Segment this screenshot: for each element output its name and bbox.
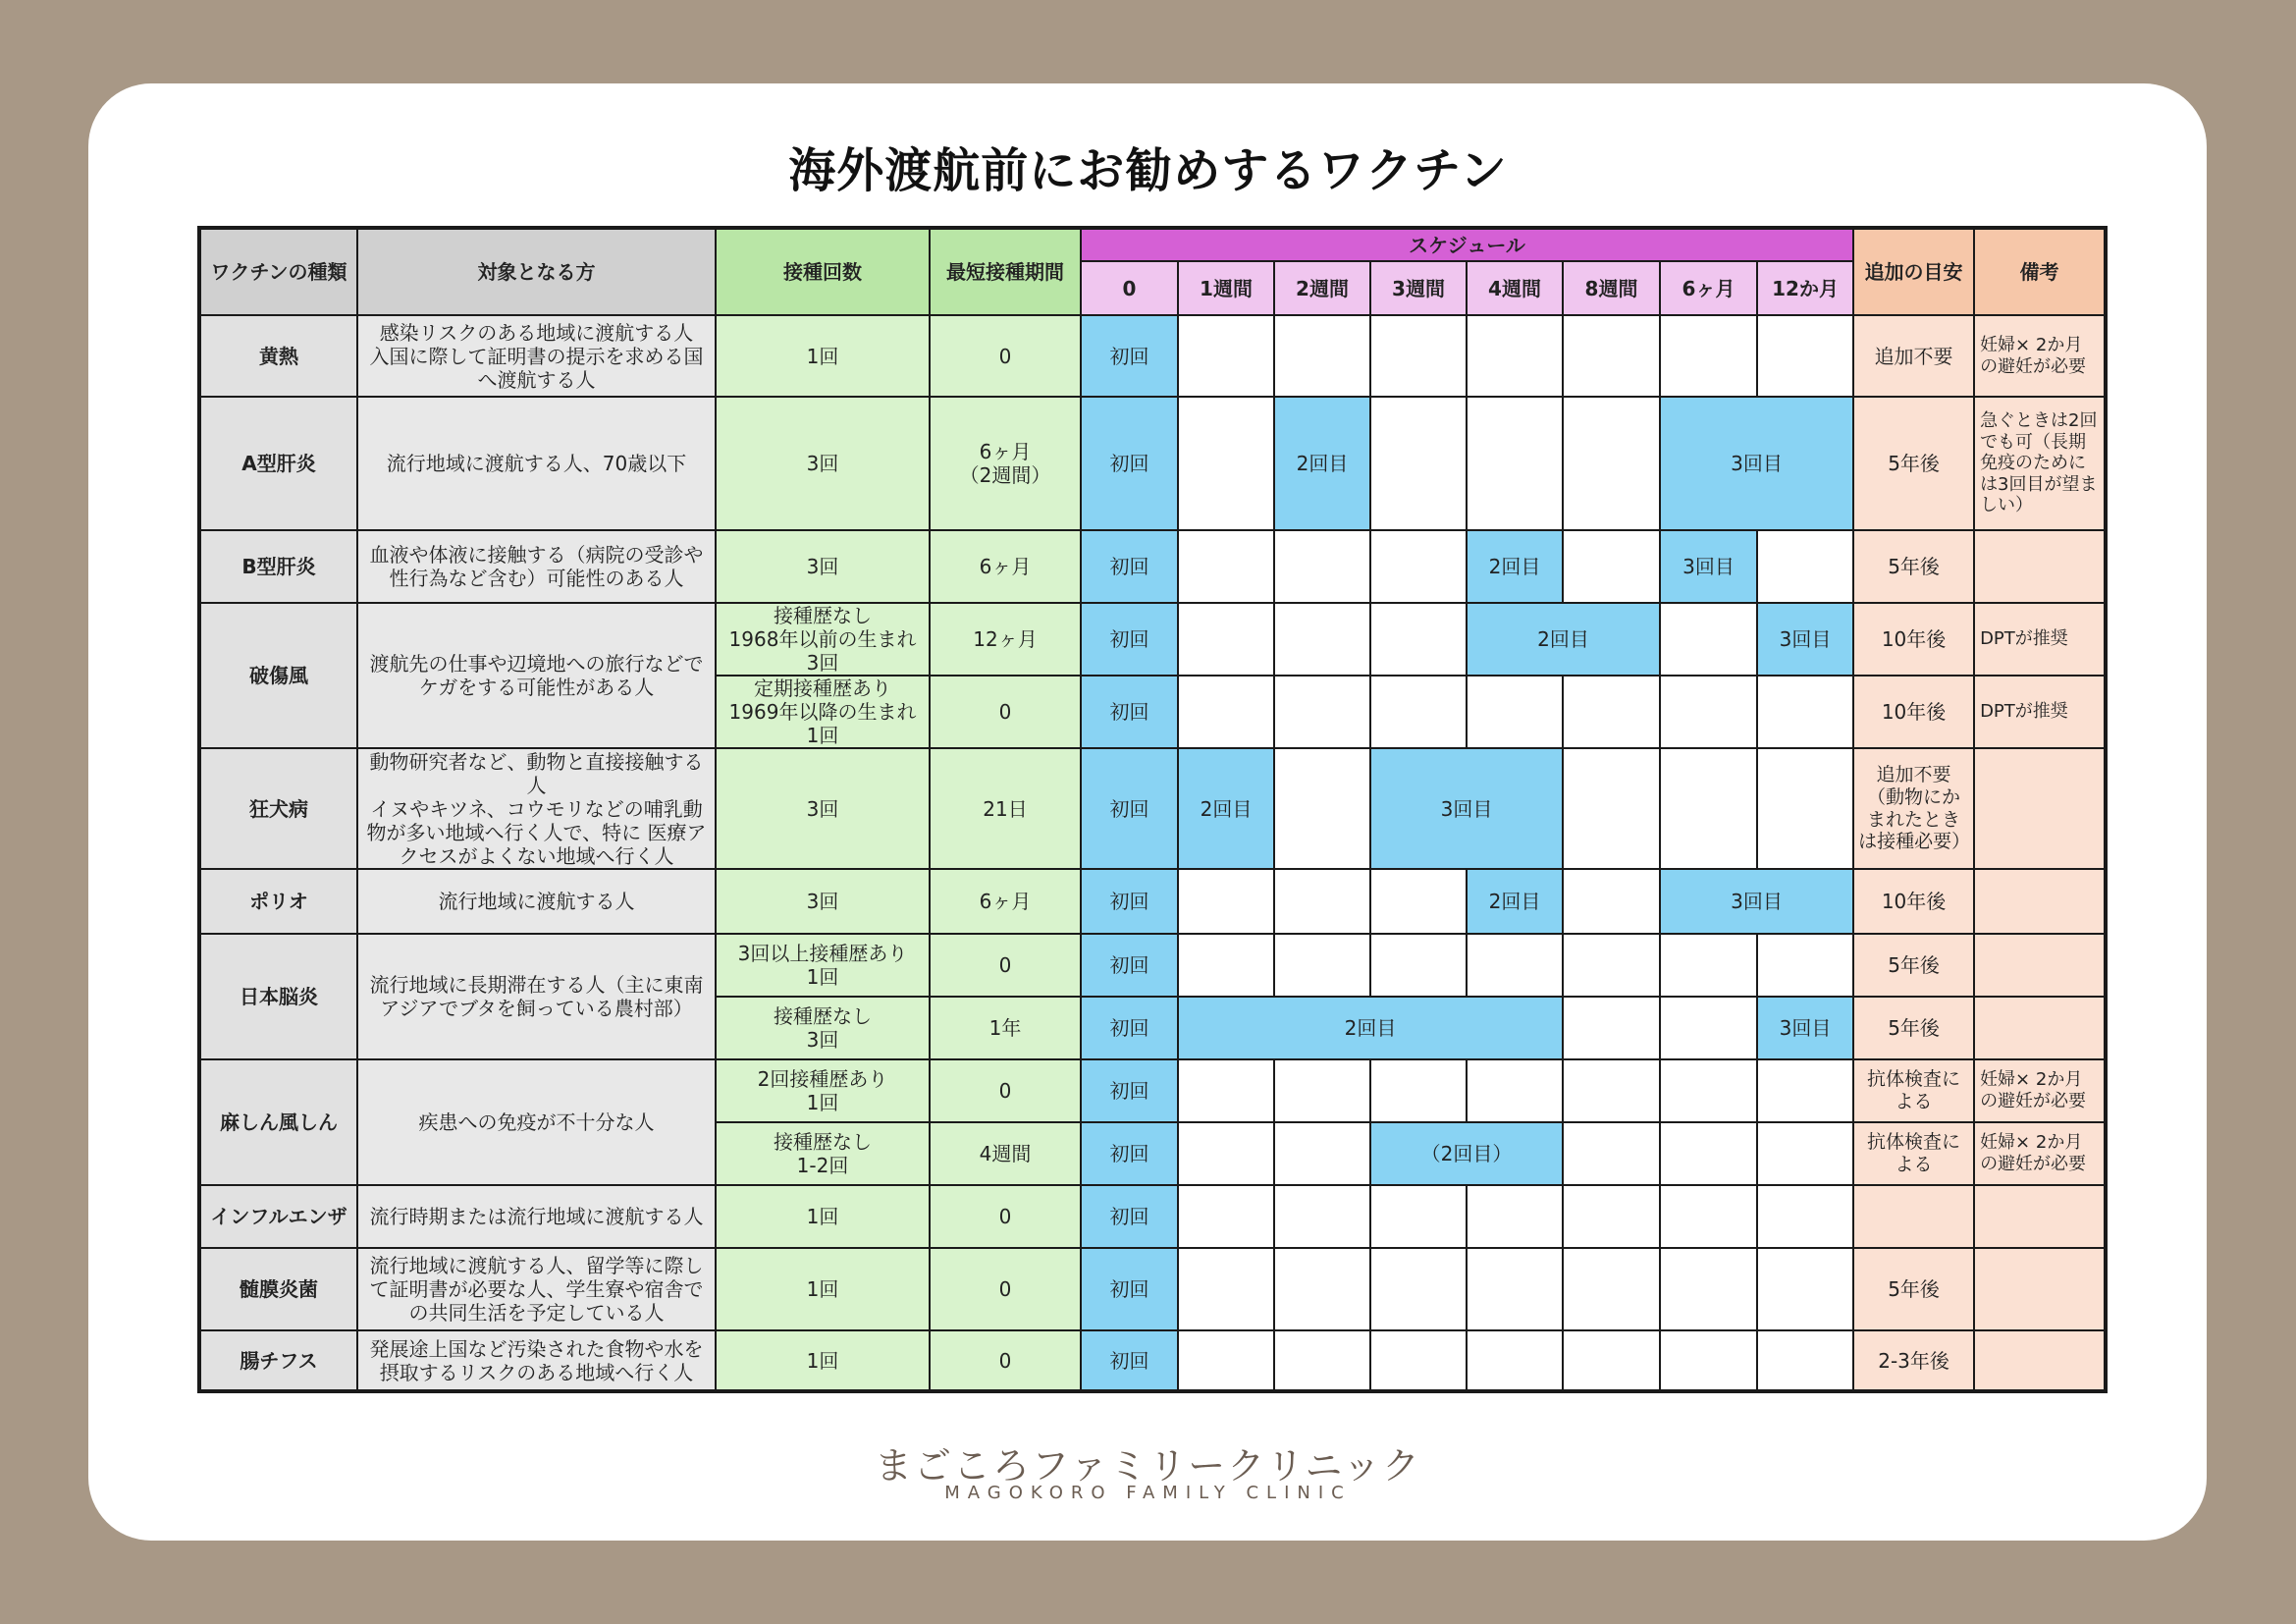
doses-cell: 1回 xyxy=(716,1185,930,1248)
vaccine-table xyxy=(197,226,2108,1393)
doses-cell: 1回 xyxy=(716,315,930,397)
doses-cell: 定期接種歴あり 1969年以降の生まれ 1回 xyxy=(716,676,930,748)
vaccine-name: インフルエンザ xyxy=(199,1185,357,1248)
schedule-dose: 初回 xyxy=(1081,1185,1178,1248)
period-cell: 0 xyxy=(930,1248,1081,1330)
period-cell: 0 xyxy=(930,1059,1081,1122)
doses-cell: 接種歴なし 1968年以前の生まれ 3回 xyxy=(716,603,930,676)
clinic-logo: まごころファミリークリニック xyxy=(875,1444,1421,1488)
period-cell: 0 xyxy=(930,934,1081,997)
vaccine-name: 日本脳炎 xyxy=(199,934,357,1059)
table-row xyxy=(199,530,2106,603)
schedule-dose: 初回 xyxy=(1081,1248,1178,1330)
note-cell xyxy=(1974,748,2106,869)
doses-cell: 3回 xyxy=(716,869,930,934)
vaccine-name: 破傷風 xyxy=(199,603,357,748)
table-row xyxy=(199,1059,2106,1122)
schedule-dose: 初回 xyxy=(1081,397,1178,530)
note-cell: 妊婦× 2か月の避妊が必要 xyxy=(1974,1059,2106,1122)
booster-cell: 5年後 xyxy=(1853,1248,1974,1330)
note-cell: DPTが推奨 xyxy=(1974,603,2106,676)
note-cell: DPTが推奨 xyxy=(1974,676,2106,748)
target-text: 感染リスクのある地域に渡航する人 入国に際して証明書の提示を求める国へ渡航する人 xyxy=(357,315,716,397)
booster-cell: 5年後 xyxy=(1853,934,1974,997)
schedule-dose: 初回 xyxy=(1081,997,1178,1059)
table-row xyxy=(199,603,2106,676)
header-min-period: 最短接種期間 xyxy=(930,228,1081,315)
schedule-col-6m: 6ヶ月 xyxy=(1660,261,1757,315)
note-cell xyxy=(1974,934,2106,997)
booster-cell: 5年後 xyxy=(1853,397,1974,530)
booster-cell: 10年後 xyxy=(1853,603,1974,676)
period-cell: 6ヶ月 （2週間） xyxy=(930,397,1081,530)
schedule-dose: 3回目 xyxy=(1660,397,1853,530)
schedule-dose: （2回目） xyxy=(1370,1122,1563,1185)
booster-cell: 5年後 xyxy=(1853,530,1974,603)
page-title: 海外渡航前にお勧めするワクチン xyxy=(788,143,1508,198)
vaccine-name: B型肝炎 xyxy=(199,530,357,603)
schedule-dose: 初回 xyxy=(1081,934,1178,997)
booster-cell: 抗体検査による xyxy=(1853,1122,1974,1185)
schedule-dose: 2回目 xyxy=(1467,603,1660,676)
schedule-dose: 初回 xyxy=(1081,530,1178,603)
booster-cell xyxy=(1853,1185,1974,1248)
schedule-dose: 3回目 xyxy=(1660,869,1853,934)
period-cell: 0 xyxy=(930,1330,1081,1391)
vaccine-name: 腸チフス xyxy=(199,1330,357,1391)
target-text: 流行地域に渡航する人、留学等に際して証明書が必要な人、学生寮や宿舎での共同生活を予定している人 xyxy=(357,1248,716,1330)
table-row xyxy=(199,397,2106,530)
table-row xyxy=(199,1248,2106,1330)
schedule-col-4w: 4週間 xyxy=(1467,261,1563,315)
target-text: 動物研究者など、動物と直接接触する人 イヌやキツネ、コウモリなどの哺乳動物が多い地域へ行く人で、特に 医療アクセスがよくない地域へ行く人 xyxy=(357,748,716,869)
note-cell xyxy=(1974,1248,2106,1330)
schedule-dose: 2回目 xyxy=(1467,530,1563,603)
target-text: 疾患への免疫が不十分な人 xyxy=(357,1059,716,1185)
period-cell: 6ヶ月 xyxy=(930,869,1081,934)
booster-cell: 10年後 xyxy=(1853,676,1974,748)
note-cell: 急ぐときは2回でも可（長期免疫のためには3回目が望ましい） xyxy=(1974,397,2106,530)
table-row xyxy=(199,934,2106,997)
target-text: 流行地域に長期滞在する人（主に東南アジアでブタを飼っている農村部） xyxy=(357,934,716,1059)
schedule-dose: 初回 xyxy=(1081,603,1178,676)
header-notes: 備考 xyxy=(1974,228,2106,315)
header-schedule: スケジュール xyxy=(1081,228,1853,261)
schedule-col-3w: 3週間 xyxy=(1370,261,1467,315)
booster-cell: 追加不要（動物にかまれたときは接種必要） xyxy=(1853,748,1974,869)
schedule-dose: 3回目 xyxy=(1757,603,1853,676)
vaccine-name: ポリオ xyxy=(199,869,357,934)
period-cell: 0 xyxy=(930,676,1081,748)
schedule-dose: 2回目 xyxy=(1178,748,1274,869)
booster-cell: 10年後 xyxy=(1853,869,1974,934)
header-booster: 追加の目安 xyxy=(1853,228,1974,315)
note-cell xyxy=(1974,530,2106,603)
schedule-dose: 2回目 xyxy=(1274,397,1370,530)
schedule-dose: 初回 xyxy=(1081,1330,1178,1391)
schedule-col-12m: 12か月 xyxy=(1757,261,1853,315)
doses-cell: 1回 xyxy=(716,1330,930,1391)
doses-cell: 接種歴なし 3回 xyxy=(716,997,930,1059)
period-cell: 0 xyxy=(930,1185,1081,1248)
doses-cell: 1回 xyxy=(716,1248,930,1330)
period-cell: 4週間 xyxy=(930,1122,1081,1185)
schedule-dose: 初回 xyxy=(1081,869,1178,934)
clinic-logo-subtitle: MAGOKORO FAMILY CLINIC xyxy=(944,1483,1352,1503)
note-cell xyxy=(1974,997,2106,1059)
schedule-dose: 3回目 xyxy=(1660,530,1757,603)
table-row xyxy=(199,315,2106,397)
target-text: 流行地域に渡航する人 xyxy=(357,869,716,934)
doses-cell: 3回 xyxy=(716,748,930,869)
period-cell: 1年 xyxy=(930,997,1081,1059)
target-text: 血液や体液に接触する（病院の受診や性行為など含む）可能性のある人 xyxy=(357,530,716,603)
schedule-dose: 3回目 xyxy=(1370,748,1563,869)
period-cell: 12ヶ月 xyxy=(930,603,1081,676)
schedule-dose: 初回 xyxy=(1081,1122,1178,1185)
vaccine-name: 黄熱 xyxy=(199,315,357,397)
table-row xyxy=(199,1330,2106,1391)
schedule-dose: 2回目 xyxy=(1178,997,1563,1059)
note-cell: 妊婦× 2か月の避妊が必要 xyxy=(1974,1122,2106,1185)
schedule-dose: 初回 xyxy=(1081,676,1178,748)
header-vaccine-type: ワクチンの種類 xyxy=(199,228,357,315)
header-target: 対象となる方 xyxy=(357,228,716,315)
table-row xyxy=(199,748,2106,869)
schedule-col-0: 0 xyxy=(1081,261,1178,315)
vaccine-name: 麻しん風しん xyxy=(199,1059,357,1185)
period-cell: 21日 xyxy=(930,748,1081,869)
table-row xyxy=(199,869,2106,934)
doses-cell: 2回接種歴あり 1回 xyxy=(716,1059,930,1122)
target-text: 発展途上国など汚染された食物や水を摂取するリスクのある地域へ行く人 xyxy=(357,1330,716,1391)
vaccine-name: 狂犬病 xyxy=(199,748,357,869)
period-cell: 0 xyxy=(930,315,1081,397)
note-cell xyxy=(1974,1185,2106,1248)
doses-cell: 3回 xyxy=(716,397,930,530)
schedule-col-2w: 2週間 xyxy=(1274,261,1370,315)
target-text: 流行時期または流行地域に渡航する人 xyxy=(357,1185,716,1248)
target-text: 流行地域に渡航する人、70歳以下 xyxy=(357,397,716,530)
doses-cell: 接種歴なし 1-2回 xyxy=(716,1122,930,1185)
note-cell: 妊婦× 2か月の避妊が必要 xyxy=(1974,315,2106,397)
note-cell xyxy=(1974,1330,2106,1391)
schedule-dose: 2回目 xyxy=(1467,869,1563,934)
schedule-dose: 3回目 xyxy=(1757,997,1853,1059)
table-row xyxy=(199,1185,2106,1248)
schedule-col-1w: 1週間 xyxy=(1178,261,1274,315)
period-cell: 6ヶ月 xyxy=(930,530,1081,603)
target-text: 渡航先の仕事や辺境地への旅行などでケガをする可能性がある人 xyxy=(357,603,716,748)
doses-cell: 3回 xyxy=(716,530,930,603)
schedule-dose: 初回 xyxy=(1081,748,1178,869)
note-cell xyxy=(1974,869,2106,934)
schedule-dose: 初回 xyxy=(1081,315,1178,397)
schedule-dose: 初回 xyxy=(1081,1059,1178,1122)
header-doses: 接種回数 xyxy=(716,228,930,315)
booster-cell: 抗体検査による xyxy=(1853,1059,1974,1122)
vaccine-name: 髄膜炎菌 xyxy=(199,1248,357,1330)
booster-cell: 5年後 xyxy=(1853,997,1974,1059)
vaccine-name: A型肝炎 xyxy=(199,397,357,530)
schedule-col-8w: 8週間 xyxy=(1563,261,1660,315)
booster-cell: 2-3年後 xyxy=(1853,1330,1974,1391)
doses-cell: 3回以上接種歴あり 1回 xyxy=(716,934,930,997)
booster-cell: 追加不要 xyxy=(1853,315,1974,397)
